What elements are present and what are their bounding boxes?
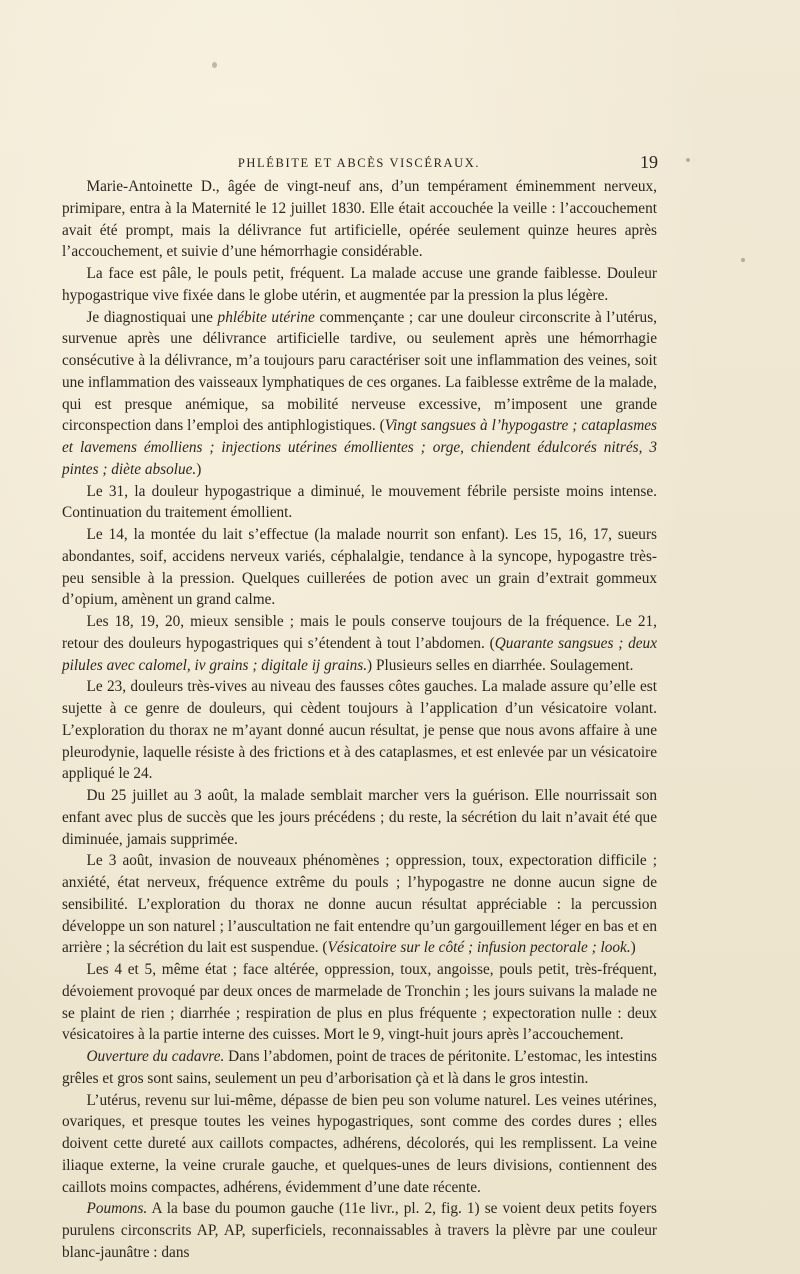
paragraph: [62, 611, 657, 676]
page-number: 19: [640, 152, 658, 172]
text-run: Les 18, 19, 20, mieux sensible ; mais le pouls conserve toujours de la fréquence. Le 21, retour des douleurs hypogastriques qui s’étendent à tout l’abdomen. (: [62, 613, 657, 652]
text-run: L’utérus, revenu sur lui-même, dépasse de bien peu son volume naturel. Les veines utérines, ovariques, et presque toutes les veines hypogastriques, sont comme des cordes dures ; elles doivent cette dureté aux caillots compactes, adhérens, décolorés, qui les remplissent. La veine iliaque externe, la veine crurale gauche, et quelques-unes de leurs divisions, contiennent des caillots moins compactes, adhérens, évidemment d’une date récente.: [62, 1091, 657, 1196]
running-head: PHLÉBITE ET ABCÈS VISCÉRAUX.: [237, 156, 481, 170]
text-run: Le 31, la douleur hypogastrique a diminué, le mouvement fébrile persiste moins intense. Continuation du traitement émollient.: [62, 482, 657, 522]
paragraph: [62, 1090, 657, 1199]
italic-run: Ouverture du cadavre.: [86, 1048, 225, 1065]
italic-run: Vingt sangsues à l’hypogastre ; cataplasmes et lavemens émolliens ; injections utérines émollientes ; orge, chiendent édulcorés nitrés, 3 pintes ; diète absolue.: [62, 417, 657, 478]
paragraph: [62, 524, 657, 611]
paragraph: [62, 959, 657, 1046]
text-run: ): [196, 460, 202, 478]
text-run: ): [630, 939, 636, 957]
paragraph: [62, 850, 657, 959]
text-run: Marie-Antoinette D., âgée de vingt-neuf ans, d’un tempérament éminemment nerveux, primipare, entra à la Maternité le 12 juillet 1830. Elle était accouchée la veille : l’accouchement avait été prompt, mais la délivrance fut artificielle, opérée seulement quinze heures après l’accouchement, et suivie d’une hémorrhagie considérable.: [62, 178, 657, 261]
paragraph: [62, 676, 657, 785]
paragraph: [62, 481, 657, 525]
paragraph: [62, 1046, 657, 1090]
text-run: Dans l’abdomen, point de traces de péritonite. L’estomac, les intestins grêles et gros sont sains, seulement un peu d’arborisation çà et là dans le gros intestin.: [62, 1048, 657, 1087]
text-run: Je diagnostiquai une: [86, 308, 218, 326]
paper-speck: [212, 62, 217, 68]
paragraph: [62, 263, 657, 307]
paragraph: [62, 176, 657, 263]
body-text: [62, 176, 657, 1264]
text-run: La face est pâle, le pouls petit, fréquent. La malade accuse une grande faiblesse. Douleur hypogastrique vive fixée dans le globe utérin, et augmentée par la pression la plus légère.: [62, 265, 657, 304]
paragraph: [62, 307, 657, 481]
page-header: [60, 152, 658, 176]
text-run: Les 4 et 5, même état ; face altérée, oppression, toux, angoisse, pouls petit, très-fréquent, dévoiement provoqué par deux onces de marmelade de Tronchin ; les jours suivans la malade ne se plaint de rien ; diarrhée ; respiration de plus en plus fréquente ; expectoration nulle : deux vésicatoires à la partie interne des cuisses. Mort le 9, vingt-huit jours après l’accouchement.: [62, 961, 657, 1044]
italic-run: Vésicatoire sur le côté ; infusion pectorale ; look.: [327, 939, 631, 957]
italic-run: Poumons.: [86, 1200, 148, 1218]
text-run: Le 3 août, invasion de nouveaux phénomènes ; oppression, toux, expectoration difficile ; anxiété, état nerveux, fréquence extrême du pouls ; l’hypogastre ne donne aucun signe de sensibilité. L’exploration du thorax ne donne aucun résultat appréciable : la percussion développe un son naturel ; l’auscultation ne fait entendre qu’un gargouillement léger en bas et en arrière ; la sécrétion du lait est suspendue. (: [62, 852, 657, 957]
paper-speck: [686, 158, 690, 162]
text-run: commençante ; car une douleur circonscrite à l’utérus, survenue après une délivrance artificielle tardive, ou seulement après une hémorrhagie consécutive à la délivrance, m’a toujours paru caractériser soit une inflammation des veines, soit une inflammation des vaisseaux lymphatiques de ces organes. La faiblesse extrême de la malade, qui est presque anémique, sa mobilité nerveuse excessive, m’imposent une grande circonspection dans l’emploi des antiphlogistiques. (: [62, 308, 657, 435]
paper-speck: [741, 258, 745, 262]
italic-run: phlébite utérine: [217, 308, 315, 326]
text-run: ) Plusieurs selles en diarrhée. Soulagement.: [367, 656, 634, 674]
text-run: Le 23, douleurs très-vives au niveau des fausses côtes gauches. La malade assure qu’elle est sujette à ce genre de douleurs, qui cèdent toujours à l’application d’un vésicatoire volant. L’exploration du thorax ne m’ayant donné aucun résultat, je pense que nous avons affaire à une pleurodynie, laquelle résiste à des frictions et à des cataplasmes, et est enlevée par un vésicatoire appliqué le 24.: [62, 678, 657, 783]
text-run: A la base du poumon gauche (11e livr., pl. 2, fig. 1) se voient deux petits foyers purulens circonscrits AP, AP, superficiels, reconnaissables à travers la plèvre par une couleur blanc-jaunâtre : dans: [62, 1200, 657, 1261]
text-run: Du 25 juillet au 3 août, la malade semblait marcher vers la guérison. Elle nourrissait son enfant avec plus de succès que les jours précédens ; du reste, la sécrétion du lait n’avait été que diminuée, jamais supprimée.: [62, 787, 657, 848]
text-run: Le 14, la montée du lait s’effectue (la malade nourrit son enfant). Les 15, 16, 17, sueurs abondantes, soif, accidens nerveux variés, céphalalgie, tendance à la syncope, hypogastre très-peu sensible à la pression. Quelques cuillerées de potion avec un grain d’extrait gommeux d’opium, amènent un grand calme.: [62, 526, 657, 609]
italic-run: Quarante sangsues ; deux pilules avec calomel, iv grains ; digitale ij grains.: [62, 634, 657, 674]
paragraph: [62, 785, 657, 850]
paragraph: [62, 1198, 657, 1263]
